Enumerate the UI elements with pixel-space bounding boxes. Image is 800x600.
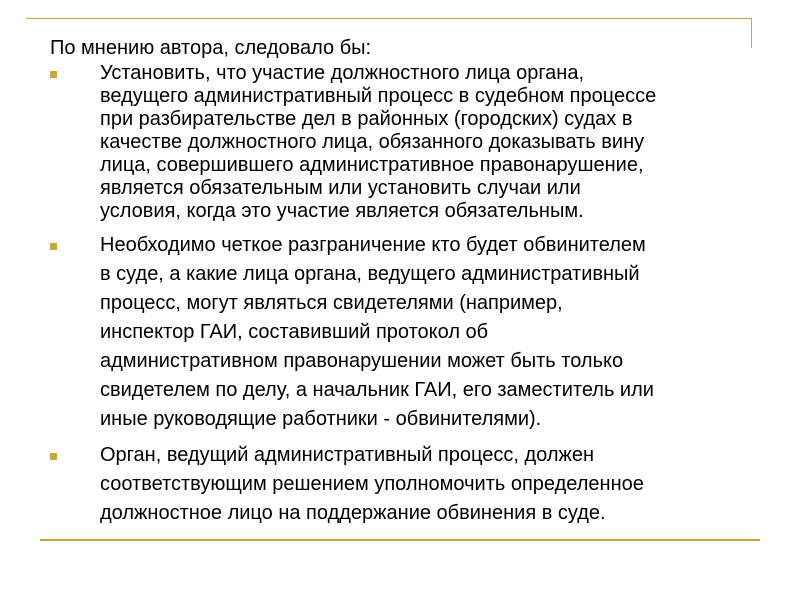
bullet-list	[50, 62, 750, 528]
top-divider-tick	[751, 18, 752, 48]
bullet-text: Орган, ведущий административный процесс, должен соответствующим решением уполномочить определенное должностное лицо на поддержание обвинения в суде.	[100, 444, 644, 524]
square-bullet-icon	[50, 243, 57, 250]
square-bullet-icon	[50, 453, 57, 460]
bullet-item	[50, 441, 750, 528]
bottom-divider	[40, 539, 760, 541]
slide-content	[50, 36, 750, 528]
square-bullet-icon	[50, 71, 57, 78]
bullet-item	[50, 231, 750, 434]
bullet-item	[50, 62, 750, 223]
lead-text: По мнению автора, следовало бы:	[50, 37, 372, 59]
bullet-text: Необходимо четкое разграничение кто будет обвинителем в суде, а какие лица органа, ведущего административный процесс, могут являться свидетелями (например, инспектор ГАИ, составивший протокол об административном правонарушении может быть только свидетелем по делу, а начальник ГАИ, его заместитель или иные руководящие работники - обвинителями).	[100, 234, 654, 430]
bullet-text: Установить, что участие должностного лица органа, ведущего административный процесс в судебном процессе при разбирательстве дел в районных (городских) судах в качестве должностного лица, обязанного доказывать вину лица, совершившего административное правонарушение, является обязательным или установить случаи или условия, когда это участие является обязательным.	[100, 62, 657, 222]
top-divider	[26, 18, 752, 19]
